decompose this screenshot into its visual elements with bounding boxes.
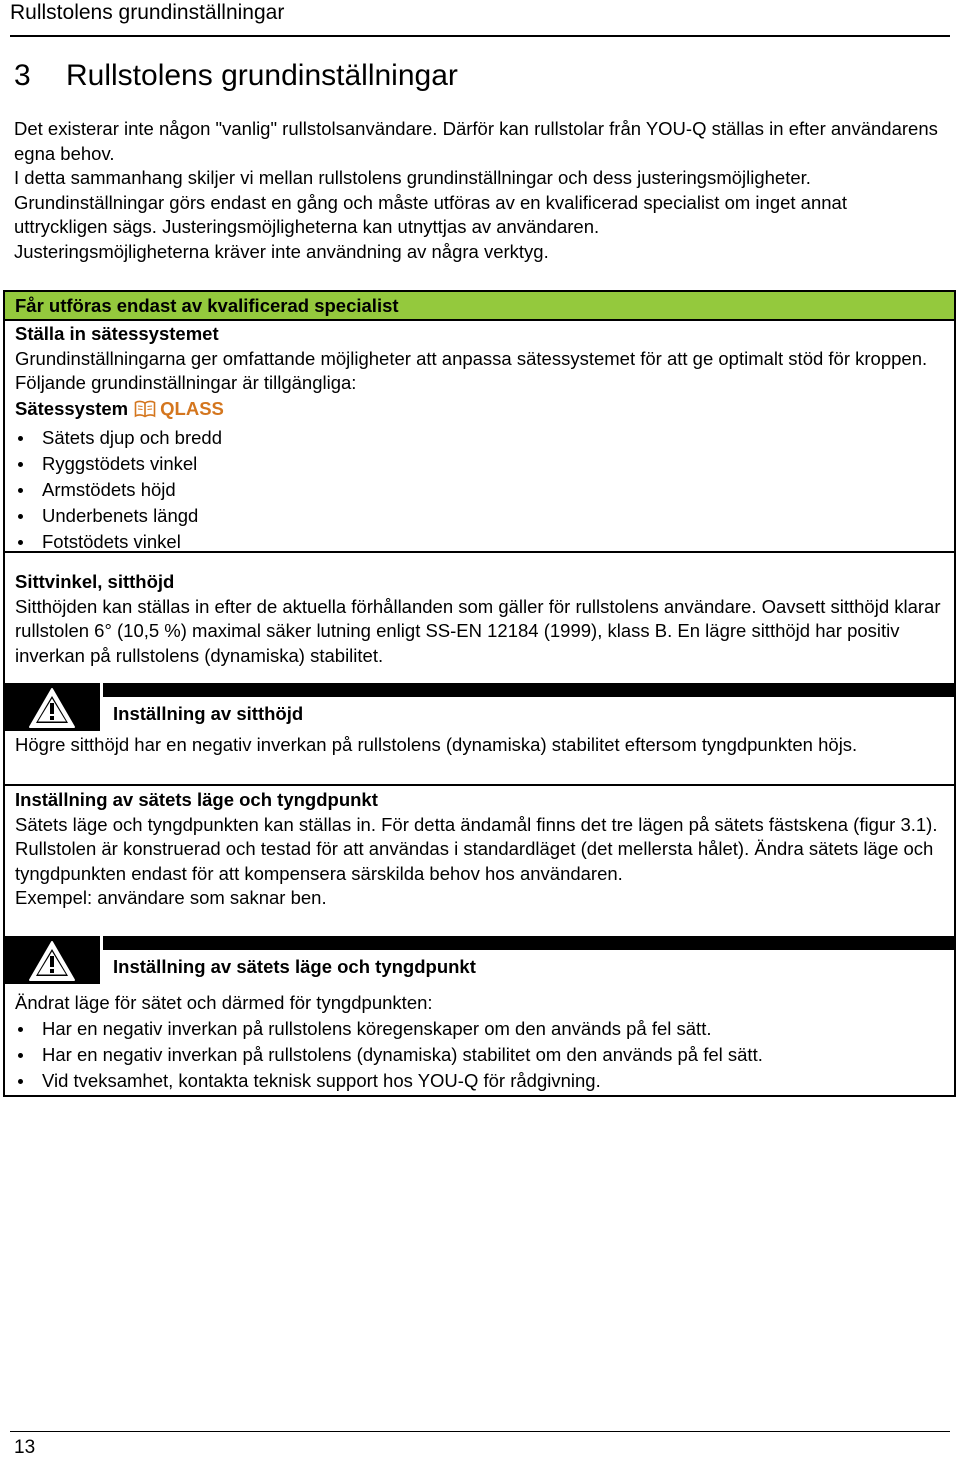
sitting-angle-heading: Sittvinkel, sitthöjd (15, 571, 175, 592)
running-header (10, 0, 950, 37)
warning-banner-seat-height (5, 683, 954, 731)
intro-paragraph: Grundinställningar görs endast en gång och måste utföras av en kvalificerad specialist om inget annat uttryckligen sägs. Justeringsmöjligheterna kan utnyttjas av användaren. (14, 191, 847, 237)
seat-height-warning-text (15, 733, 950, 758)
divider (5, 784, 954, 786)
warning-title: Inställning av sitthöjd (103, 697, 954, 731)
intro-paragraph: Justeringsmöjligheterna kräver inte användning av några verktyg. (14, 240, 549, 262)
intro-paragraph: Det existerar inte någon "vanlig" rullstolsanvändare. Därför kan rullstolar från YOU-Q ställas in efter användarens egna behov. (14, 118, 938, 164)
warning-triangle-icon (27, 686, 77, 735)
warning-intro: Ändrat läge för sätet och därmed för tyngdpunkten: (15, 992, 433, 1013)
seat-system-reference (15, 396, 950, 425)
seat-position-text: Sätets läge och tyngdpunkten kan ställas in. För detta ändamål finns det tre lägen på sätets fästskena (figur 3.1). (15, 813, 938, 835)
seat-system-section (15, 322, 950, 555)
list-item: Fotstödets vinkel (15, 529, 950, 555)
seat-position-section (15, 788, 950, 911)
chapter-title-text: Rullstolens grundinställningar (66, 59, 458, 92)
footer-divider (10, 1431, 950, 1432)
list-item: Har en negativ inverkan på rullstolens köregenskaper om den används på fel sätt. (15, 1016, 950, 1042)
qlass-reference-link[interactable]: QLASS (160, 397, 224, 419)
list-item: Ryggstödets vinkel (15, 451, 950, 477)
chapter-number: 3 (14, 59, 31, 92)
seat-system-list (15, 425, 950, 555)
specialist-box (3, 290, 956, 1097)
list-item: Sätets djup och bredd (15, 425, 950, 451)
seat-system-label: Sätessystem (15, 397, 129, 419)
warning-title: Inställning av sätets läge och tyngdpunkt (103, 950, 954, 984)
sitting-angle-section (15, 570, 950, 668)
intro-text (14, 117, 944, 264)
warning-text: Högre sitthöjd har en negativ inverkan på rullstolens (dynamiska) stabilitet eftersom tyngdpunkten höjs. (15, 734, 858, 755)
sitting-angle-text: Sitthöjden kan ställas in efter de aktuella förhållanden som gäller för rullstolens användare. Oavsett sitthöjd klarar rullstolen 6° (10,5 %) maximal säker lutning enligt SS-EN 12184 (1999), klass B. En lägre sitthöjd har positiv inverkan på rullstolens (dynamiska) stabilitet. (15, 595, 941, 666)
seat-position-warning-text (15, 990, 950, 1094)
intro-paragraph: I detta sammanhang skiljer vi mellan rullstolens grundinställningar och dess justeringsmöjligheter. (14, 167, 811, 188)
list-item: Underbenets längd (15, 503, 950, 529)
warning-triangle-icon (27, 939, 77, 988)
warning-list (15, 1016, 950, 1094)
warning-banner-seat-position (5, 936, 954, 984)
book-icon (134, 399, 156, 425)
list-item: Har en negativ inverkan på rullstolens (dynamiska) stabilitet om den används på fel sätt. (15, 1042, 950, 1068)
running-header-title: Rullstolens grundinställningar (10, 1, 285, 24)
seat-system-heading: Ställa in sätessystemet (15, 323, 219, 344)
page-number: 13 (14, 1437, 36, 1458)
specialist-banner: Får utföras endast av kvalificerad specialist (5, 292, 954, 321)
seat-position-heading: Inställning av sätets läge och tyngdpunkt (15, 789, 378, 810)
list-item: Armstödets höjd (15, 477, 950, 503)
chapter-title (14, 56, 458, 96)
list-item: Vid tveksamhet, kontakta teknisk support hos YOU-Q för rådgivning. (15, 1068, 950, 1094)
seat-system-text: Grundinställningarna ger omfattande möjligheter att anpassa sätessystemet för att ge optimalt stöd för kroppen. Följande grundinställningar är tillgängliga: (15, 347, 928, 393)
divider (5, 551, 954, 553)
seat-position-example: Exempel: användare som saknar ben. (15, 887, 327, 908)
seat-position-text: Rullstolen är konstruerad och testad för att användas i standardläget (det mellersta hålet). Ändra sätets läge och tyngdpunkten endast för att kompensera särskilda behov hos användaren. (15, 838, 934, 884)
